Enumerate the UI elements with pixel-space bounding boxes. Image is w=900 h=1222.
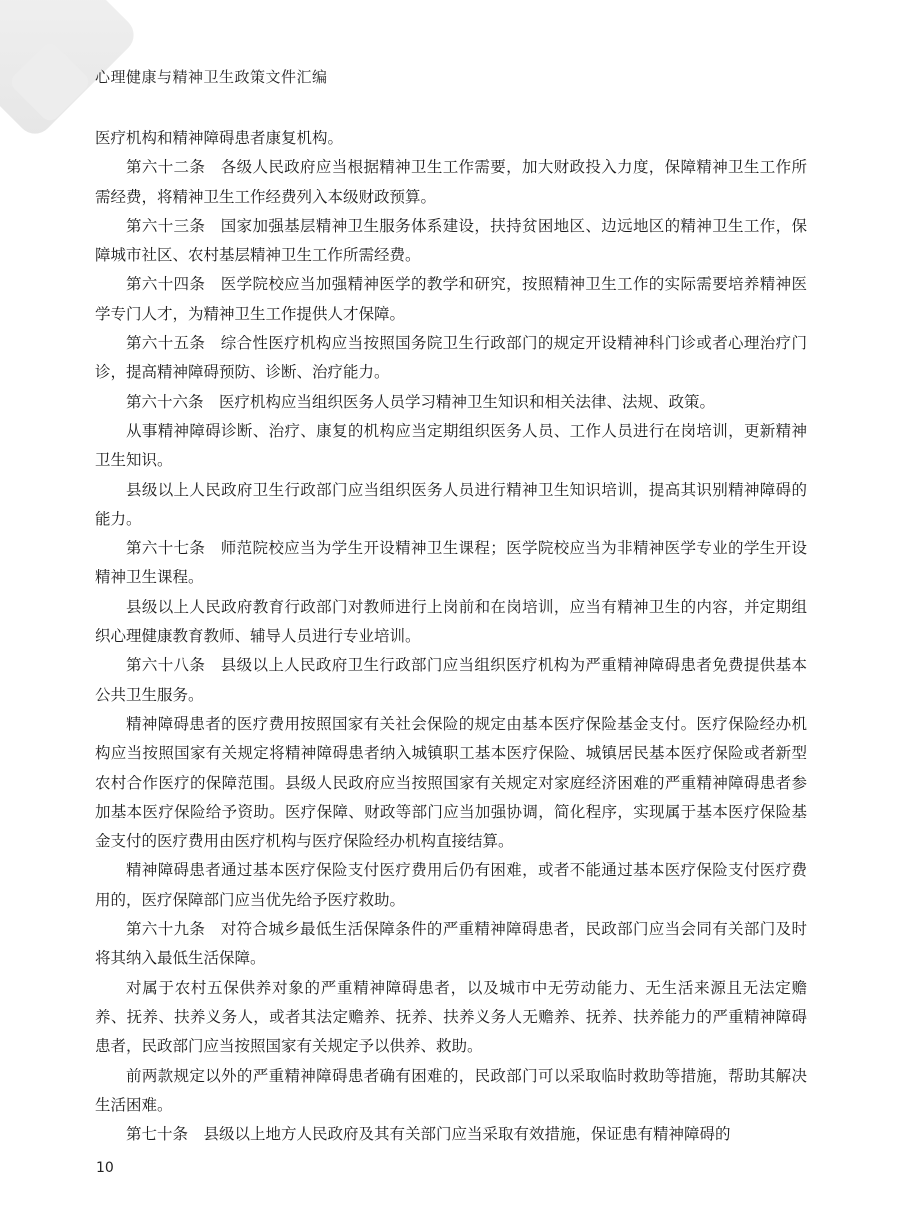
paragraph-text: 精神障碍患者通过基本医疗保险支付医疗费用后仍有困难，或者不能通过基本医疗保险支付医疗费用的，医疗保障部门应当优先给予医疗救助。 [95,861,807,909]
paragraph [95,534,807,593]
document-body [95,124,807,1149]
paragraph-text: 精神障碍患者的医疗费用按照国家有关社会保险的规定由基本医疗保险基金支付。医疗保险经办机构应当按照国家有关规定将精神障碍患者纳入城镇职工基本医疗保险、城镇居民基本医疗保险或者新型农村合作医疗的保障范围。县级人民政府应当按照国家有关规定对家庭经济困难的严重精神障碍患者参加基本医疗保险给予资助。医疗保障、财政等部门应当加强协调，简化程序，实现属于基本医疗保险基金支付的医疗费用由医疗机构与医疗保险经办机构直接结算。 [95,714,807,851]
paragraph [95,856,807,915]
paragraph-text: 县级以上人民政府卫生行政部门应当组织医疗机构为严重精神障碍患者免费提供基本公共卫生服务。 [95,656,807,704]
article-number: 第七十条 [126,1125,189,1144]
paragraph-text: 国家加强基层精神卫生服务体系建设，扶持贫困地区、边远地区的精神卫生工作，保障城市社区、农村基层精神卫生工作所需经费。 [95,216,807,265]
paragraph [95,593,807,652]
article-number: 第六十七条 [126,539,206,558]
paragraph [95,388,807,417]
paragraph [95,710,807,856]
paragraph [95,1062,807,1121]
paragraph-text: 医学院校应当加强精神医学的教学和研究，按照精神卫生工作的实际需要培养精神医学专门人才，为精神卫生工作提供人才保障。 [95,275,807,323]
paragraph-text: 县级以上人民政府卫生行政部门应当组织医务人员进行精神卫生知识培训，提高其识别精神障碍的能力。 [95,480,807,528]
paragraph-text: 对属于农村五保供养对象的严重精神障碍患者，以及城市中无劳动能力、无生活来源且无法定赡养、抚养、扶养义务人，或者其法定赡养、抚养、扶养义务人无赡养、抚养、扶养能力的严重精神障碍患者，民政部门应当按照国家有关规定予以供养、救助。 [95,978,807,1056]
paragraph-text: 县级以上人民政府教育行政部门对教师进行上岗前和在岗培训，应当有精神卫生的内容，并定期组织心理健康教育教师、辅导人员进行专业培训。 [95,597,807,646]
paragraph [95,329,807,388]
paragraph [95,153,807,212]
article-number: 第六十五条 [126,334,206,353]
paragraph-text: 师范院校应当为学生开设精神卫生课程；医学院校应当为非精神医学专业的学生开设精神卫生课程。 [95,539,807,587]
article-number: 第六十八条 [126,656,206,675]
paragraph [95,124,807,153]
paragraph-text: 从事精神障碍诊断、治疗、康复的机构应当定期组织医务人员、工作人员进行在岗培训，更新精神卫生知识。 [95,421,807,470]
paragraph [95,974,807,1062]
paragraph-text: 对符合城乡最低生活保障条件的严重精神障碍患者，民政部门应当会同有关部门及时将其纳入最低生活保障。 [95,920,807,968]
paragraph [95,270,807,329]
article-number: 第六十四条 [126,275,206,294]
paragraph-text: 前两款规定以外的严重精神障碍患者确有困难的，民政部门可以采取临时救助等措施，帮助其解决生活困难。 [95,1066,807,1114]
paragraph-text: 县级以上地方人民政府及其有关部门应当采取有效措施，保证患有精神障碍的 [203,1125,731,1144]
paragraph [95,915,807,974]
running-header: 心理健康与精神卫生政策文件汇编 [95,68,328,86]
article-number: 第六十六条 [126,392,204,411]
page-number: 10 [96,1160,114,1176]
paragraph-text: 各级人民政府应当根据精神卫生工作需要，加大财政投入力度，保障精神卫生工作所需经费，将精神卫生工作经费列入本级财政预算。 [95,158,807,206]
article-number: 第六十二条 [126,158,206,177]
paragraph [95,651,807,710]
article-number: 第六十九条 [126,920,206,939]
paragraph [95,1120,807,1149]
paragraph-text: 医疗机构和精神障碍患者康复机构。 [95,129,344,147]
paragraph-text: 综合性医疗机构应当按照国务院卫生行政部门的规定开设精神科门诊或者心理治疗门诊，提高精神障碍预防、诊断、治疗能力。 [95,334,807,382]
article-number: 第六十三条 [126,216,206,235]
paragraph [95,476,807,535]
paragraph-text: 医疗机构应当组织医务人员学习精神卫生知识和相关法律、法规、政策。 [219,392,716,411]
paragraph [95,212,807,271]
paragraph [95,417,807,476]
